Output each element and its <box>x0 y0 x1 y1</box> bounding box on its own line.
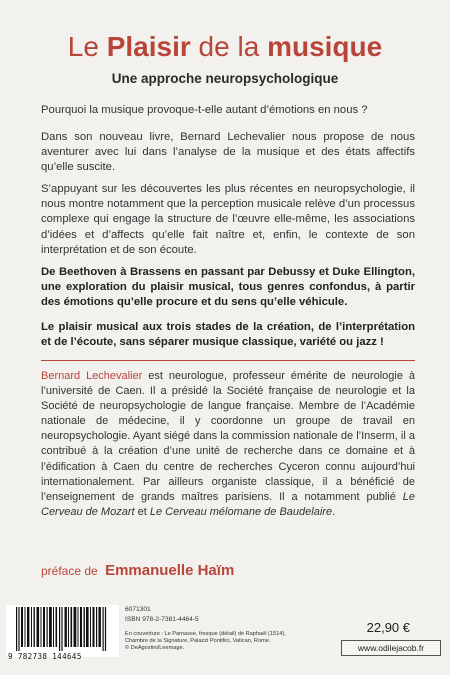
preface-author: Emmanuelle Haïm <box>105 562 235 579</box>
book-subtitle: Une approche neuropsychologique <box>111 71 339 86</box>
cover-credit-line-3: © DeAgostini/Leemage. <box>125 645 185 651</box>
title-word-de-la: de la <box>190 31 268 62</box>
bio-end: . <box>332 505 336 518</box>
isbn: ISBN 978-2-7381-4464-5 <box>125 616 199 623</box>
barcode-bars <box>16 607 112 651</box>
title-word-plaisir: Plaisir <box>106 31 191 62</box>
preface-credit <box>41 562 234 579</box>
title-word-le: Le <box>67 31 107 62</box>
preface-label: préface de <box>41 564 98 578</box>
title-word-musique: musique <box>267 31 383 62</box>
author-name: Bernard Lechevalier <box>41 370 143 382</box>
book-title <box>0 30 450 64</box>
blurb-paragraph-4: De Beethoven à Brassens en passant par Debussy et Duke Ellington, une exploration du plaisir musical, tous genres confondus, à partir des émotions qu’elle procure et du sens qu’elle véhicule. <box>41 266 415 309</box>
cover-credit-line-1: En couverture : Le Parnasse, fresque (détail) de Raphaël (1514), <box>125 631 286 637</box>
author-bio-text: est neurologue, professeur émérite de neurologie à l’université de Caen. Il a présidé la Société française de neurologie et la Société de neuropsychologie de langue française. Membre de l’Académie nationale de médecine, il y coordonne un groupe de travail en neuropsychologie. Ayant siégé dans la commission nationale de l’Inserm, il a contribué à la création d’une unité de recherche dans ce domaine et à l’édification à Caen du centre de recherches Cyceron connu aujourd’hui internationalement. Par ailleurs organiste classique, il a bénéficié de l’enseignement de grands maîtres parisiens. Il a notamment publié <box>41 370 415 503</box>
cover-credit-line-2: Chambre de la Signature, Palazzi Pontifici, Vatican, Rome. <box>125 638 271 644</box>
author-bio <box>41 369 415 520</box>
blurb-paragraph-5: Le plaisir musical aux trois stades de la création, de l’interprétation et de l’écoute, sans séparer musique classique, variété ou jazz ! <box>41 321 415 349</box>
blurb-paragraph-3: S’appuyant sur les découvertes les plus récentes en neuropsychologie, il nous montre notamment que la perception musicale relève d’un processus complexe qui engage la structure de l’œuvre elle-même, les associations d’idées et d’affects qu’elle fait naître et, enfin, le contexte de son interprétation et de son écoute. <box>41 183 415 256</box>
publisher-website: www.odilejacob.fr <box>341 640 441 656</box>
product-code: 6071301 <box>125 606 151 613</box>
price: 22,90 € <box>366 620 410 635</box>
book-title-1: Le Cerveau de Mozart <box>41 490 415 518</box>
barcode <box>6 605 119 661</box>
blurb-paragraph-1: Pourquoi la musique provoque-t-elle autant d’émotions en nous ? <box>41 104 368 116</box>
barcode-digits: 9 782738 144645 <box>8 652 82 661</box>
blurb-paragraph-2: Dans son nouveau livre, Bernard Lechevalier nous propose de nous aventurer avec lui dans l’analyse de la musique et des états affectifs qu’elle suscite. <box>41 131 415 174</box>
conjunction: et <box>134 505 150 518</box>
book-title-2: Le Cerveau mélomane de Baudelaire <box>149 505 333 518</box>
section-divider <box>41 360 415 361</box>
